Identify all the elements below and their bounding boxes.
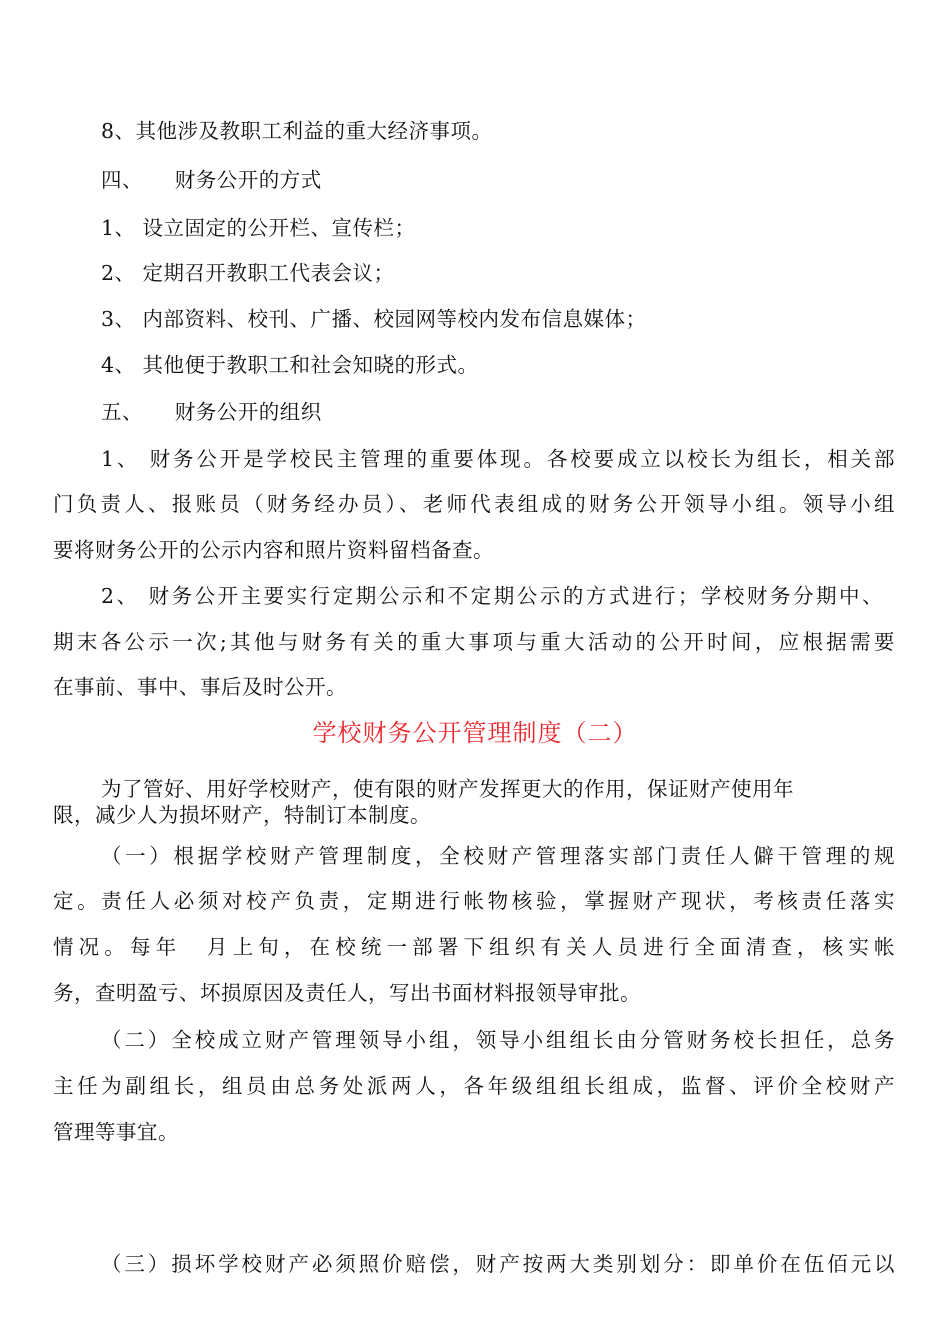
clause-1-line-3: 情况。每年 月上旬，在校统一部署下组织有关人员进行全面清查，核实帐 <box>53 935 895 959</box>
method-item-2: 2、 定期召开教职工代表会议； <box>101 261 395 285</box>
org-paragraph-2-line-1: 2、 财务公开主要实行定期公示和不定期公示的方式进行；学校财务分期中、 <box>101 584 883 608</box>
clause-1-line-2: 定。责任人必须对校产负责，定期进行帐物核验，掌握财产现状，考核责任落实 <box>53 889 895 913</box>
clause-2-line-1: （二）全校成立财产管理领导小组，领导小组组长由分管财务校长担任，总务 <box>101 1028 895 1052</box>
org-paragraph-2-line-2: 期末各公示一次;其他与财务有关的重大事项与重大活动的公开时间，应根据需要 <box>53 630 895 654</box>
clause-2-line-2: 主任为副组长，组员由总务处派两人，各年级组组长组成，监督、评价全校财产 <box>53 1074 895 1098</box>
intro-line-2: 限，减少人为损坏财产，特制订本制度。 <box>53 803 431 827</box>
org-paragraph-1-line-2: 门负责人、报账员（财务经办员）、老师代表组成的财务公开领导小组。领导小组 <box>53 492 895 516</box>
method-item-4: 4、 其他便于教职工和社会知晓的形式。 <box>101 353 479 377</box>
heading-disclosure-organization: 五、 财务公开的组织 <box>101 400 322 424</box>
clause-1-line-4: 务，查明盈亏、坏损原因及责任人，写出书面材料报领导审批。 <box>53 981 641 1005</box>
method-item-3: 3、 内部资料、校刊、广播、校园网等校内发布信息媒体； <box>101 307 647 331</box>
clause-3-line-1: （三）损坏学校财产必须照价赔偿，财产按两大类别划分：即单价在伍佰元以 <box>101 1252 895 1276</box>
method-item-1: 1、 设立固定的公开栏、宣传栏； <box>101 216 416 240</box>
clause-1-line-1: （一）根据学校财产管理制度，全校财产管理落实部门责任人僻干管理的规 <box>101 844 895 868</box>
heading-disclosure-methods: 四、 财务公开的方式 <box>101 168 322 192</box>
org-paragraph-2-line-3: 在事前、事中、事后及时公开。 <box>53 675 347 699</box>
section-two-title: 学校财务公开管理制度（二） <box>312 719 638 747</box>
org-paragraph-1-line-3: 要将财务公开的公示内容和照片资料留档备查。 <box>53 538 494 562</box>
intro-line-1: 为了管好、用好学校财产，使有限的财产发挥更大的作用，保证财产使用年 <box>101 777 794 801</box>
clause-2-line-3: 管理等事宜。 <box>53 1120 179 1144</box>
org-paragraph-1-line-1: 1、 财务公开是学校民主管理的重要体现。各校要成立以校长为组长，相关部 <box>101 447 895 471</box>
item-8-text: 8、其他涉及教职工利益的重大经济事项。 <box>101 119 493 143</box>
